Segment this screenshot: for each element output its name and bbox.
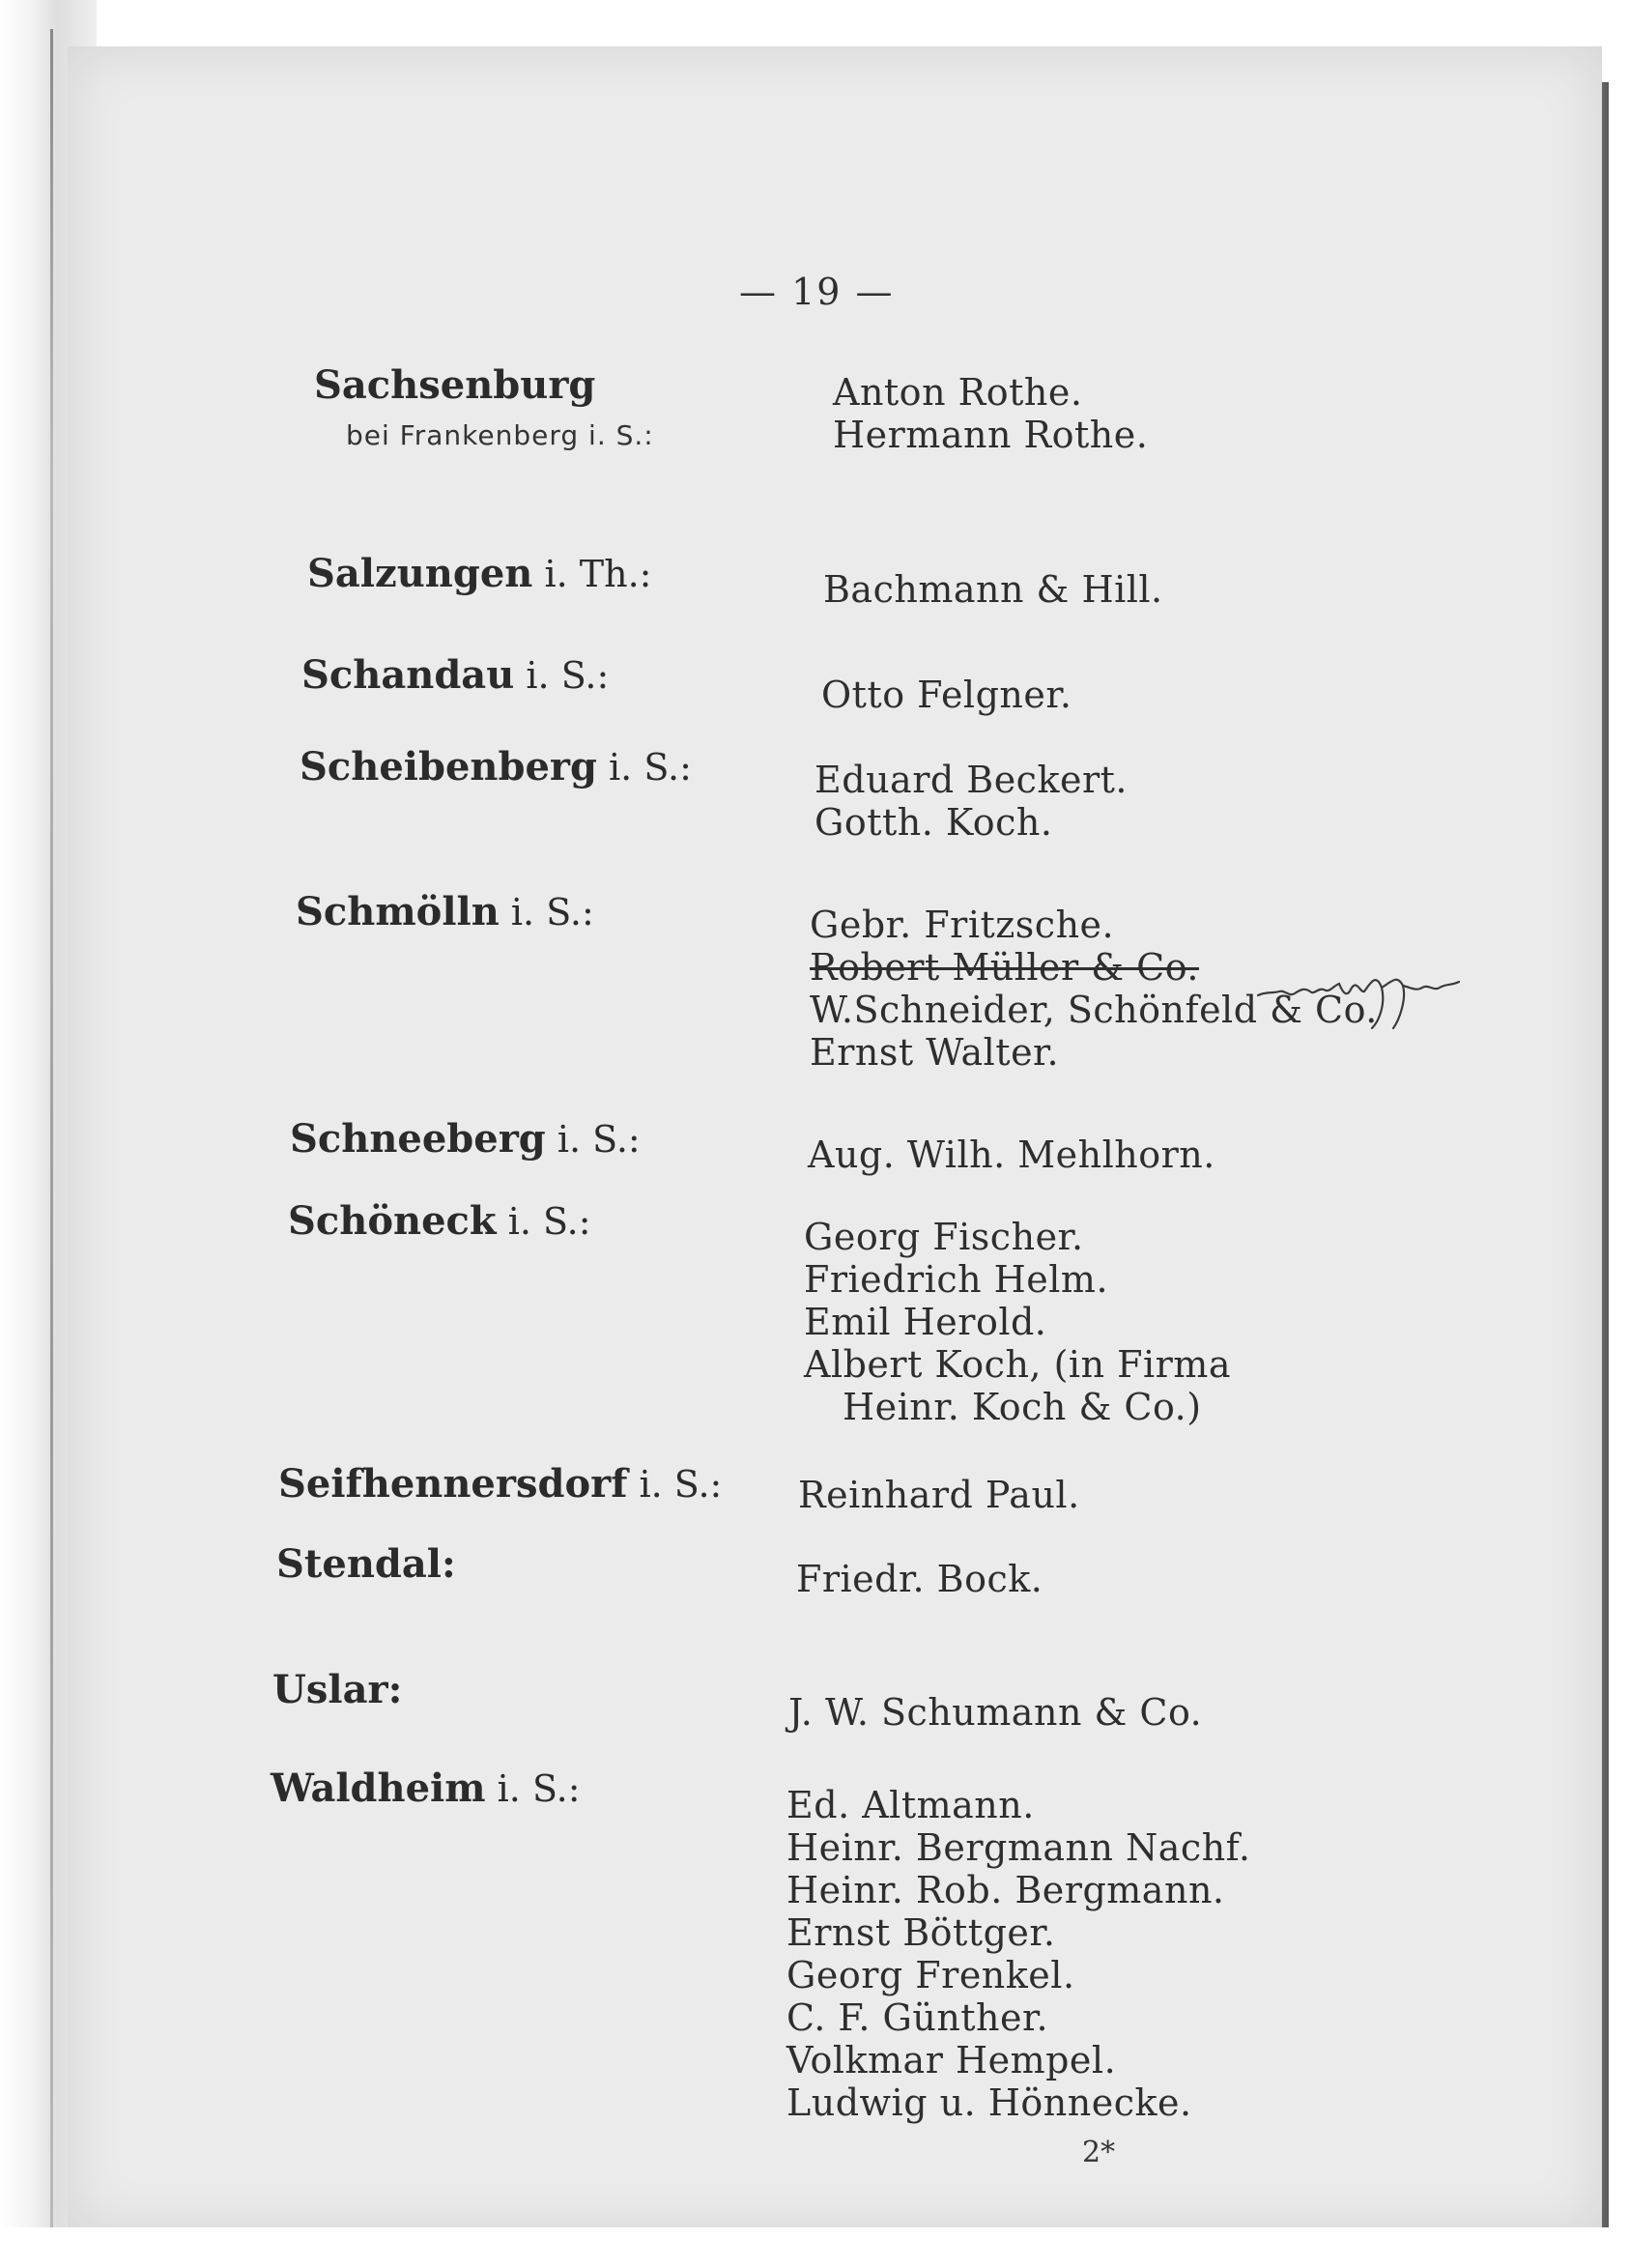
firm-name: Emil Herold.: [804, 1301, 1047, 1343]
firm-name: Ernst Walter.: [810, 1031, 1060, 1074]
place-name: [272, 1667, 402, 1712]
place-suffix: i. S.:: [514, 654, 610, 697]
place-name: [278, 1461, 722, 1507]
place-name: [276, 1541, 456, 1587]
place-suffix: i. S.:: [499, 891, 594, 933]
place-suffix: i. S.:: [496, 1200, 591, 1243]
firm-list: [804, 1216, 1231, 1428]
firm-name: W.Schneider, Schönfeld & Co.: [810, 989, 1378, 1031]
spine-fold-line: [50, 29, 53, 2252]
firm-name-struck-through: Robert Müller & Co.: [810, 946, 1200, 989]
place-name-bold: Stendal:: [276, 1541, 456, 1587]
firm-name: Volkmar Hempel.: [786, 2039, 1117, 2081]
firm-name: Heinr. Koch & Co.): [843, 1386, 1202, 1428]
page-number: — 19 —: [739, 271, 895, 313]
firm-name: Reinhard Paul.: [798, 1474, 1080, 1516]
place-subtitle: bei Frankenberg i. S.:: [346, 419, 654, 451]
firm-name: J. W. Schumann & Co.: [788, 1691, 1203, 1734]
place-suffix: i. S.:: [545, 1118, 641, 1161]
place-name: [296, 889, 594, 934]
firm-name: Otto Felgner.: [821, 674, 1072, 716]
firm-list: [821, 674, 1072, 716]
place-suffix: i. S.:: [596, 746, 692, 789]
place-name-bold: Salzungen: [307, 551, 533, 596]
place-name: [271, 1766, 581, 1811]
place-name-bold: Sachsenburg: [314, 362, 596, 408]
signature-mark: 2*: [1082, 2136, 1116, 2169]
firm-name: Anton Rothe.: [833, 371, 1083, 414]
firm-name: Friedrich Helm.: [804, 1258, 1109, 1301]
firm-name: Friedr. Bock.: [796, 1558, 1043, 1600]
firm-list: [796, 1558, 1043, 1600]
place-name-bold: Seifhennersdorf: [278, 1461, 628, 1507]
firm-name: Eduard Beckert.: [814, 759, 1128, 801]
firm-list: [833, 371, 1148, 456]
firm-list: [786, 1784, 1250, 2124]
firm-name: Ernst Böttger.: [786, 1911, 1056, 1954]
firm-name: C. F. Günther.: [786, 1996, 1049, 2039]
place-name-bold: Schöneck: [288, 1198, 497, 1244]
place-name-bold: Schmölln: [296, 889, 500, 934]
scan-margin-bottom: [0, 2227, 1629, 2268]
firm-name: Gebr. Fritzsche.: [810, 904, 1115, 946]
place-name-bold: Schandau: [301, 652, 515, 698]
place-name: [290, 1116, 641, 1162]
firm-name: Ludwig u. Hönnecke.: [786, 2081, 1192, 2124]
firm-list: [798, 1474, 1080, 1516]
place-name: [301, 652, 609, 698]
firm-name: Albert Koch, (in Firma: [804, 1343, 1231, 1386]
firm-name: Georg Frenkel.: [786, 1954, 1075, 1996]
handwritten-note-graphic: [1256, 964, 1464, 1032]
place-name-bold: Uslar:: [272, 1667, 403, 1712]
firm-name: Heinr. Rob. Bergmann.: [786, 1869, 1225, 1911]
firm-list: [814, 759, 1128, 844]
firm-name: Gotth. Koch.: [814, 801, 1053, 844]
firm-name: Aug. Wilh. Mehlhorn.: [808, 1134, 1215, 1176]
firm-name: Ed. Altmann.: [786, 1784, 1035, 1826]
firm-list: [788, 1691, 1202, 1734]
place-name: [307, 551, 651, 596]
place-name-bold: Schneeberg: [290, 1116, 546, 1162]
place-suffix: i. S.:: [627, 1463, 723, 1506]
place-name-bold: Scheibenberg: [300, 744, 597, 789]
place-name: [314, 362, 595, 408]
firm-name: Bachmann & Hill.: [823, 568, 1163, 611]
place-name: [288, 1198, 591, 1244]
place-suffix: i. S.:: [485, 1767, 581, 1810]
firm-name: Georg Fischer.: [804, 1216, 1084, 1258]
firm-list: [808, 1134, 1215, 1176]
firm-name: Heinr. Bergmann Nachf.: [786, 1826, 1251, 1869]
place-name: [300, 744, 692, 789]
firm-name: Hermann Rothe.: [833, 414, 1149, 456]
firm-list: [823, 568, 1163, 611]
place-suffix: i. Th.:: [532, 553, 652, 595]
place-name-bold: Waldheim: [271, 1766, 486, 1811]
